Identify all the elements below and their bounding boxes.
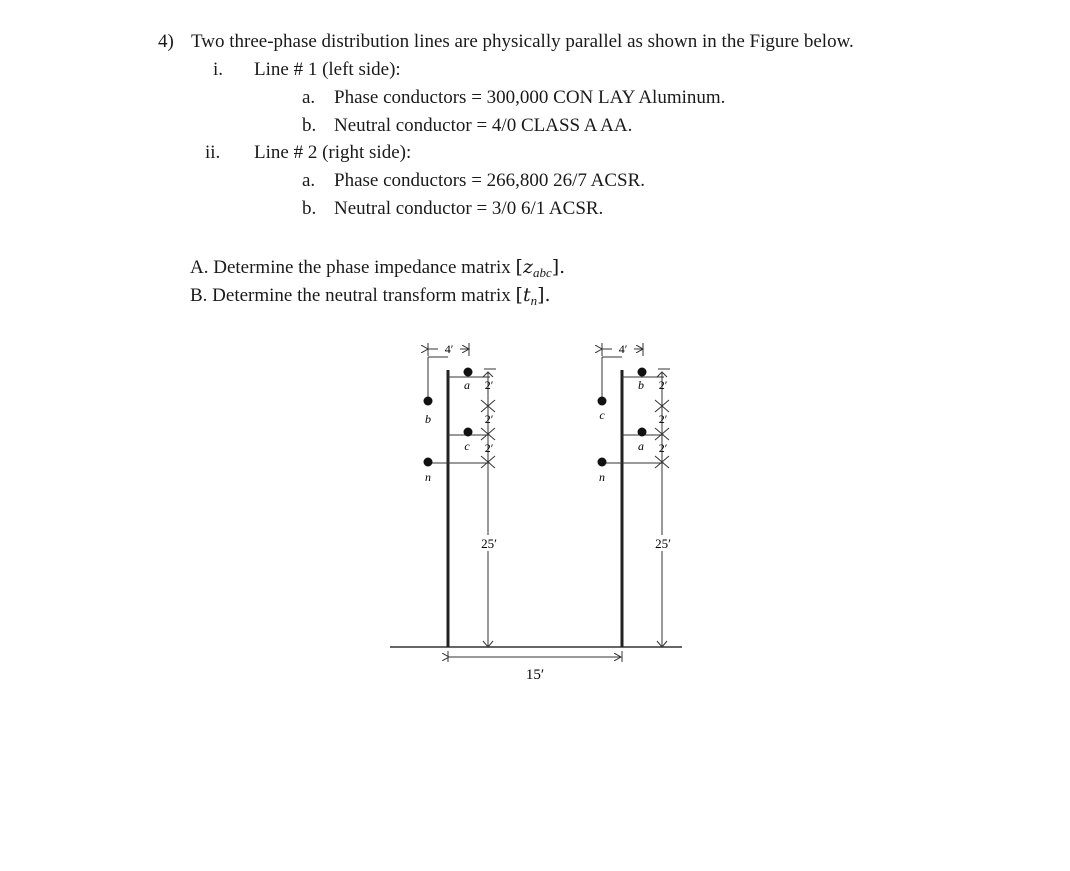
pole-1-label-b: b: [425, 412, 431, 426]
pole-separation-dimension: [448, 651, 622, 683]
pole-1-spacing-1: 2′: [484, 378, 494, 392]
pole-2-spacing-3: 2′: [658, 441, 668, 455]
pole-1-width-label: 4′: [444, 342, 454, 356]
separation-label: 15′: [525, 667, 545, 683]
pole-1-spacing-3: 2′: [484, 441, 494, 455]
pole-2-width-label: 4′: [618, 342, 628, 356]
pole-1-conductor-b: [424, 397, 433, 406]
line2-item-b-text: Neutral conductor = 3/0 6/1 ACSR.: [334, 198, 604, 219]
pole-2-spacing-2: 2′: [658, 412, 668, 426]
pole-2-label-c: c: [599, 408, 605, 422]
pole-1: [424, 341, 502, 647]
pole-2-height-label: 25′: [655, 536, 671, 551]
line1-item-b-letter: b.: [302, 115, 317, 136]
line2-numeral: ii.: [205, 142, 221, 163]
task-a-close-bracket: ].: [551, 256, 566, 278]
pole-2-label-b: b: [638, 378, 644, 392]
task-a-open-bracket: [: [515, 256, 523, 278]
pole-2: [598, 341, 676, 647]
task-a-subscript: abc: [532, 265, 552, 280]
pole-2-conductor-a: [638, 428, 647, 437]
task-a-text: A. Determine the phase impedance matrix: [190, 257, 516, 278]
line1-numeral: i.: [213, 59, 224, 80]
task-a-symbol: z: [522, 256, 533, 278]
line2-title: Line # 2 (right side):: [254, 142, 412, 163]
pole-1-spacing-2: 2′: [484, 412, 494, 426]
task-b-close-bracket: ].: [537, 284, 551, 306]
pole-2-conductor-b: [638, 368, 647, 377]
pole-1-label-n: n: [425, 470, 431, 484]
pole-1-label-a: a: [464, 378, 470, 392]
pole-1-label-c: c: [464, 439, 470, 453]
task-b-open-bracket: [: [515, 284, 523, 306]
line2-item-b-letter: b.: [302, 198, 317, 219]
pole-1-conductor-n: [424, 458, 433, 467]
task-b-subscript: n: [530, 293, 538, 308]
problem-statement: Two three-phase distribution lines are physically parallel as shown in the Figure below.: [191, 31, 854, 52]
pole-2-conductor-n: [598, 458, 607, 467]
pole-1-conductor-a: [464, 368, 473, 377]
pole-1-conductor-c: [464, 428, 473, 437]
line2-item-a-letter: a.: [302, 170, 316, 191]
task-b-text: B. Determine the neutral transform matrix: [190, 285, 516, 306]
problem-number: 4): [158, 31, 174, 52]
line1-item-b-text: Neutral conductor = 4/0 CLASS A AA.: [334, 115, 633, 136]
task-b-symbol: t: [522, 284, 531, 306]
pole-2-label-a: a: [638, 439, 644, 453]
pole-2-label-n: n: [599, 470, 605, 484]
line1-title: Line # 1 (left side):: [254, 59, 401, 80]
line1-item-a-letter: a.: [302, 87, 316, 108]
pole-1-height-label: 25′: [481, 536, 497, 551]
pole-2-conductor-c: [598, 397, 607, 406]
line2-item-a-text: Phase conductors = 266,800 26/7 ACSR.: [334, 170, 646, 191]
line1-item-a-text: Phase conductors = 300,000 CON LAY Aluminum.: [334, 87, 726, 108]
pole-2-spacing-1: 2′: [658, 378, 668, 392]
